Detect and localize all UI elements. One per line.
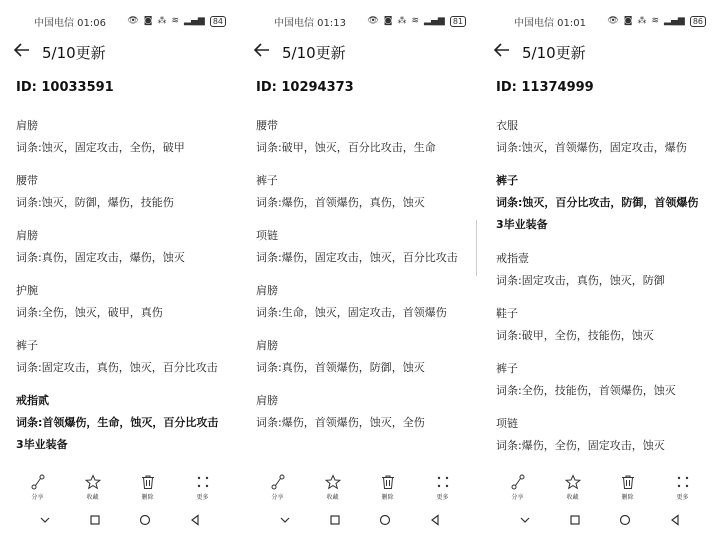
eye-icon: 👁 — [607, 15, 619, 26]
delete-button[interactable] — [608, 474, 648, 502]
item-name: 裤子 — [256, 174, 278, 187]
status-bar — [514, 12, 706, 30]
item-stats: 词条:爆伤，固定攻击，蚀灭，百分比攻击 — [256, 251, 458, 264]
nfc-icon: ◙ — [623, 15, 633, 26]
item-stats: 词条:首领爆伤，生命，蚀灭，百分比攻击 — [16, 416, 219, 429]
item-name: 肩膀 — [256, 339, 278, 352]
list-item — [496, 306, 712, 361]
item-stats: 词条:真伤，首领爆伤，防御，蚀灭 — [256, 361, 425, 374]
share-label: 分享 — [31, 494, 44, 501]
system-nav-bar — [260, 512, 460, 528]
item-stats: 词条:爆伤，全伤，固定攻击，蚀灭 — [496, 439, 665, 452]
more-button[interactable] — [663, 474, 703, 502]
item-stats: 词条:全伤，技能伤，首领爆伤，蚀灭 — [496, 384, 676, 397]
cell-signal-icon: ▂▄▆ — [424, 15, 445, 26]
delete-button[interactable] — [128, 474, 168, 502]
system-nav-bar — [500, 512, 700, 528]
favorite-button[interactable] — [553, 474, 593, 502]
list-item — [16, 338, 232, 393]
nav-recent-icon[interactable] — [329, 511, 341, 530]
nav-home-icon[interactable] — [619, 511, 631, 530]
more-dots-icon — [435, 474, 451, 490]
equipment-list — [256, 118, 472, 448]
list-item — [256, 118, 472, 173]
nav-collapse-icon[interactable] — [279, 511, 291, 530]
item-stats: 词条:真伤，固定攻击，爆伤，蚀灭 — [16, 251, 185, 264]
status-icons — [367, 16, 466, 27]
item-name: 腰带 — [256, 119, 278, 132]
delete-label: 删除 — [621, 494, 634, 501]
trash-icon — [620, 474, 636, 490]
nav-collapse-icon[interactable] — [39, 511, 51, 530]
equipment-list — [16, 118, 232, 471]
more-label: 更多 — [676, 494, 689, 501]
signal-extra-icon: ⁂ — [157, 15, 167, 26]
nav-back-icon[interactable] — [189, 511, 201, 530]
note-title: 5/10更新 — [282, 43, 346, 62]
scroll-indicator — [476, 220, 477, 276]
nav-recent-icon[interactable] — [89, 511, 101, 530]
back-arrow-icon[interactable] — [494, 43, 510, 61]
eye-icon: 👁 — [367, 15, 379, 26]
wifi-icon: ≋ — [651, 15, 660, 26]
player-id: ID: 10294373 — [256, 80, 354, 95]
list-item — [496, 118, 712, 173]
item-name: 戒指贰 — [16, 394, 49, 407]
signal-extra-icon: ⁂ — [397, 15, 407, 26]
list-item — [496, 173, 712, 251]
delete-button[interactable] — [368, 474, 408, 502]
cell-signal-icon: ▂▄▆ — [184, 15, 205, 26]
status-bar — [34, 12, 226, 30]
list-item — [16, 393, 232, 471]
note-title: 5/10更新 — [522, 43, 586, 62]
item-stats: 词条:蚀灭，防御，爆伤，技能伤 — [16, 196, 174, 209]
carrier-time: 中国电信 01:06 — [34, 17, 106, 29]
status-bar — [274, 12, 466, 30]
share-label: 分享 — [271, 494, 284, 501]
item-name: 鞋子 — [496, 307, 518, 320]
item-stats: 词条:爆伤，首领爆伤，蚀灭，全伤 — [256, 416, 425, 429]
share-icon — [510, 474, 526, 490]
item-name: 裤子 — [16, 339, 38, 352]
more-label: 更多 — [436, 494, 449, 501]
carrier-time: 中国电信 01:13 — [274, 17, 346, 29]
favorite-label: 收藏 — [566, 494, 579, 501]
item-name: 护腕 — [16, 284, 38, 297]
star-icon — [325, 474, 341, 490]
nav-back-icon[interactable] — [669, 511, 681, 530]
battery-indicator: 84 — [210, 16, 226, 27]
battery-indicator: 81 — [450, 16, 466, 27]
more-button[interactable] — [423, 474, 463, 502]
item-name: 项链 — [496, 417, 518, 430]
status-icons — [607, 16, 706, 27]
eye-icon: 👁 — [127, 15, 139, 26]
item-name: 裤子 — [496, 362, 518, 375]
cell-signal-icon: ▂▄▆ — [664, 15, 685, 26]
item-stats: 词条:蚀灭，首领爆伤，固定攻击，爆伤 — [496, 141, 687, 154]
item-stats: 词条:破甲，蚀灭，百分比攻击，生命 — [256, 141, 436, 154]
list-item — [256, 393, 472, 448]
nav-recent-icon[interactable] — [569, 511, 581, 530]
item-name: 裤子 — [496, 174, 518, 187]
item-stats: 词条:破甲，全伤，技能伤，蚀灭 — [496, 329, 654, 342]
trash-icon — [380, 474, 396, 490]
status-icons — [127, 16, 226, 27]
favorite-label: 收藏 — [326, 494, 339, 501]
system-nav-bar — [20, 512, 220, 528]
equipment-list — [496, 118, 712, 471]
carrier-time: 中国电信 01:01 — [514, 17, 586, 29]
favorite-button[interactable] — [73, 474, 113, 502]
nfc-icon: ◙ — [383, 15, 393, 26]
share-button[interactable] — [258, 474, 298, 502]
item-name: 肩膀 — [16, 119, 38, 132]
list-item — [256, 338, 472, 393]
bottom-toolbar — [250, 474, 470, 502]
item-name: 腰带 — [16, 174, 38, 187]
share-icon — [30, 474, 46, 490]
item-name: 戒指壹 — [496, 252, 529, 265]
favorite-button[interactable] — [313, 474, 353, 502]
screen-2 — [240, 0, 480, 540]
more-dots-icon — [675, 474, 691, 490]
list-item — [16, 173, 232, 228]
nav-home-icon[interactable] — [139, 511, 151, 530]
item-stats: 词条:固定攻击，真伤，蚀灭，防御 — [496, 274, 665, 287]
list-item — [16, 118, 232, 173]
screen-1 — [0, 0, 240, 540]
top-app-bar — [494, 40, 706, 64]
wifi-icon: ≋ — [411, 15, 420, 26]
more-button[interactable] — [183, 474, 223, 502]
share-button[interactable] — [498, 474, 538, 502]
player-id: ID: 10033591 — [16, 80, 114, 95]
item-stats: 词条:蚀灭，百分比攻击，防御，首领爆伤 — [496, 196, 699, 209]
back-arrow-icon[interactable] — [254, 43, 270, 61]
bottom-toolbar — [490, 474, 710, 502]
star-icon — [565, 474, 581, 490]
screen-3 — [480, 0, 720, 540]
item-stats: 词条:爆伤，首领爆伤，真伤，蚀灭 — [256, 196, 425, 209]
item-note: 3毕业装备 — [496, 218, 548, 231]
list-item — [496, 416, 712, 471]
more-dots-icon — [195, 474, 211, 490]
item-stats: 词条:全伤，蚀灭，破甲，真伤 — [16, 306, 163, 319]
nav-collapse-icon[interactable] — [519, 511, 531, 530]
item-stats: 词条:固定攻击，真伤，蚀灭，百分比攻击 — [16, 361, 218, 374]
list-item — [256, 228, 472, 283]
item-name: 项链 — [256, 229, 278, 242]
share-button[interactable] — [18, 474, 58, 502]
trash-icon — [140, 474, 156, 490]
list-item — [256, 173, 472, 228]
back-arrow-icon[interactable] — [14, 43, 30, 61]
player-id: ID: 11374999 — [496, 80, 594, 95]
share-icon — [270, 474, 286, 490]
list-item — [256, 283, 472, 338]
item-name: 肩膀 — [16, 229, 38, 242]
list-item — [16, 228, 232, 283]
share-label: 分享 — [511, 494, 524, 501]
list-item — [496, 251, 712, 306]
signal-extra-icon: ⁂ — [637, 15, 647, 26]
nav-home-icon[interactable] — [379, 511, 391, 530]
wifi-icon: ≋ — [171, 15, 180, 26]
more-label: 更多 — [196, 494, 209, 501]
top-app-bar — [14, 40, 226, 64]
nfc-icon: ◙ — [143, 15, 153, 26]
nav-back-icon[interactable] — [429, 511, 441, 530]
battery-indicator: 86 — [690, 16, 706, 27]
list-item — [496, 361, 712, 416]
item-name: 肩膀 — [256, 394, 278, 407]
item-name: 肩膀 — [256, 284, 278, 297]
favorite-label: 收藏 — [86, 494, 99, 501]
note-title: 5/10更新 — [42, 43, 106, 62]
list-item — [16, 283, 232, 338]
item-name: 衣服 — [496, 119, 518, 132]
delete-label: 删除 — [141, 494, 154, 501]
top-app-bar — [254, 40, 466, 64]
item-stats: 词条:蚀灭，固定攻击，全伤，破甲 — [16, 141, 185, 154]
bottom-toolbar — [10, 474, 230, 502]
item-stats: 词条:生命，蚀灭，固定攻击，首领爆伤 — [256, 306, 447, 319]
item-note: 3毕业装备 — [16, 438, 68, 451]
star-icon — [85, 474, 101, 490]
delete-label: 删除 — [381, 494, 394, 501]
